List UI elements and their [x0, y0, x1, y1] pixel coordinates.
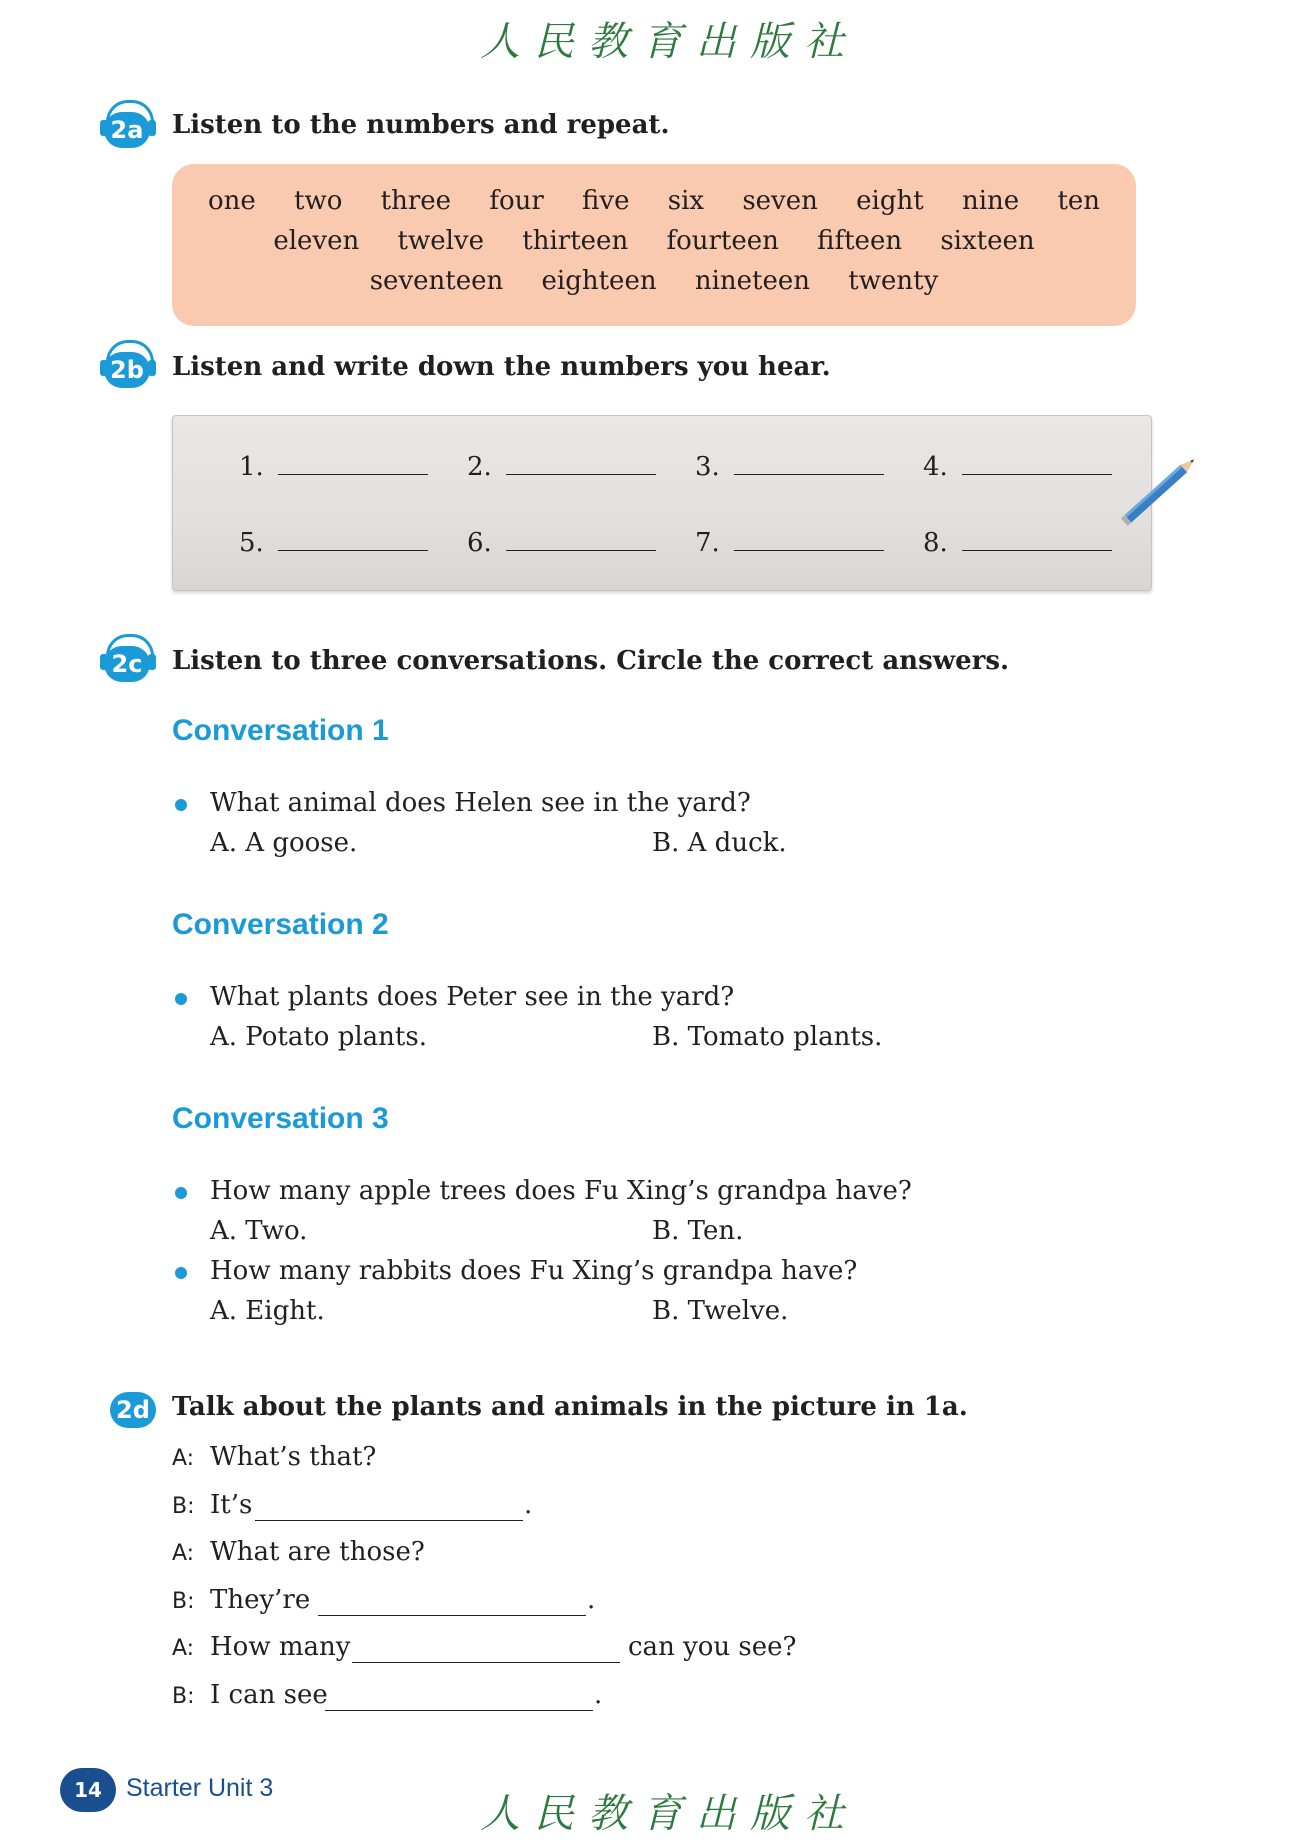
dialogue-line: They’re: [210, 1585, 311, 1615]
conversation-3-title: Conversation 3: [172, 1102, 389, 1135]
number-word: eleven: [273, 226, 360, 256]
number-word: six: [667, 186, 705, 216]
option-a[interactable]: A. A goose.: [210, 828, 358, 858]
numbers-row-3: [172, 266, 1136, 296]
question-1: What animal does Helen see in the yard?: [210, 788, 751, 818]
badge-label: 2a: [104, 112, 150, 148]
dialogue-line: What’s that?: [210, 1442, 377, 1472]
conversation-1-title: Conversation 1: [172, 714, 389, 747]
bullet-icon: [175, 1187, 187, 1199]
publisher-logo-bottom: 人民教育出版社: [480, 1791, 858, 1837]
speaker-a: A:: [172, 1636, 195, 1661]
option-b[interactable]: B. A duck.: [652, 828, 787, 858]
dialogue-line: What are those?: [210, 1537, 425, 1567]
blank-item-1: 1.: [239, 448, 428, 482]
blank-item-3: 3.: [695, 448, 884, 482]
conversation-2-title: Conversation 2: [172, 908, 389, 941]
dialogue-line: I can see: [210, 1680, 328, 1710]
dialogue-line: How many: [210, 1632, 351, 1662]
numbers-box: [172, 164, 1136, 326]
numbers-row-2: [172, 226, 1136, 256]
number-word: eighteen: [541, 266, 657, 296]
number-word: nine: [961, 186, 1020, 216]
bullet-icon: [175, 1267, 187, 1279]
number-word: four: [489, 186, 544, 216]
speaker-b: B:: [172, 1684, 195, 1709]
answer-blank[interactable]: [278, 448, 428, 475]
number-word: eight: [856, 186, 924, 216]
blank-item-8: 8.: [923, 524, 1112, 558]
numbers-row-1: [172, 186, 1136, 216]
number-word: nineteen: [694, 266, 811, 296]
headphone-badge-2b: [98, 346, 154, 390]
number-word: thirteen: [522, 226, 629, 256]
speaker-b: B:: [172, 1589, 195, 1614]
number-word: sixteen: [940, 226, 1035, 256]
dialogue-line: It’s: [210, 1490, 253, 1520]
badge-label: 2c: [104, 646, 150, 682]
question-2: What plants does Peter see in the yard?: [210, 982, 735, 1012]
number-word: twenty: [848, 266, 939, 296]
headphone-badge-2c: [98, 640, 154, 684]
answer-blank[interactable]: [352, 1662, 620, 1663]
badge-label: 2d: [110, 1392, 156, 1428]
badge-2d: [104, 1386, 160, 1430]
question-3: How many apple trees does Fu Xing’s grandpa have?: [210, 1176, 912, 1206]
blank-item-7: 7.: [695, 524, 884, 558]
headphone-badge-2a: [98, 106, 154, 150]
option-a[interactable]: A. Eight.: [210, 1296, 325, 1326]
number-word: seventeen: [369, 266, 504, 296]
number-word: ten: [1057, 186, 1101, 216]
answer-blank[interactable]: [318, 1615, 586, 1616]
question-4: How many rabbits does Fu Xing’s grandpa have?: [210, 1256, 858, 1286]
page-number: 14: [60, 1768, 116, 1812]
answer-blank[interactable]: [962, 524, 1112, 551]
number-word: five: [582, 186, 630, 216]
answer-blank[interactable]: [255, 1520, 523, 1521]
instruction-2c: Listen to three conversations. Circle the correct answers.: [172, 646, 1010, 676]
number-word: two: [294, 186, 343, 216]
answer-blank[interactable]: [734, 524, 884, 551]
instruction-2b: Listen and write down the numbers you hear.: [172, 352, 831, 382]
dialogue-line-end: .: [594, 1680, 603, 1710]
dialogue-line-end: .: [587, 1585, 596, 1615]
writing-board: [172, 415, 1152, 591]
unit-label: Starter Unit 3: [126, 1774, 274, 1802]
option-b[interactable]: B. Ten.: [652, 1216, 744, 1246]
dialogue-line-end: can you see?: [628, 1632, 797, 1662]
answer-blank[interactable]: [278, 524, 428, 551]
option-a[interactable]: A. Two.: [210, 1216, 308, 1246]
pencil-icon: [1110, 440, 1210, 540]
blank-item-4: 4.: [923, 448, 1112, 482]
blank-item-5: 5.: [239, 524, 428, 558]
option-a[interactable]: A. Potato plants.: [210, 1022, 427, 1052]
option-b[interactable]: B. Twelve.: [652, 1296, 789, 1326]
speaker-a: A:: [172, 1541, 195, 1566]
answer-blank[interactable]: [962, 448, 1112, 475]
bullet-icon: [175, 993, 187, 1005]
blank-item-6: 6.: [467, 524, 656, 558]
speaker-b: B:: [172, 1494, 195, 1519]
bullet-icon: [175, 799, 187, 811]
answer-blank[interactable]: [734, 448, 884, 475]
instruction-2a: Listen to the numbers and repeat.: [172, 110, 670, 140]
number-word: one: [207, 186, 256, 216]
badge-label: 2b: [104, 352, 150, 388]
instruction-2d: Talk about the plants and animals in the picture in 1a.: [172, 1392, 968, 1422]
number-word: fourteen: [666, 226, 779, 256]
blank-item-2: 2.: [467, 448, 656, 482]
number-word: twelve: [397, 226, 485, 256]
number-word: three: [380, 186, 452, 216]
publisher-logo-top: 人民教育出版社: [480, 19, 858, 65]
number-word: fifteen: [817, 226, 903, 256]
number-word: seven: [742, 186, 818, 216]
answer-blank[interactable]: [506, 524, 656, 551]
answer-blank[interactable]: [506, 448, 656, 475]
answer-blank[interactable]: [325, 1710, 593, 1711]
option-b[interactable]: B. Tomato plants.: [652, 1022, 883, 1052]
speaker-a: A:: [172, 1446, 195, 1471]
dialogue-line-end: .: [524, 1490, 533, 1520]
